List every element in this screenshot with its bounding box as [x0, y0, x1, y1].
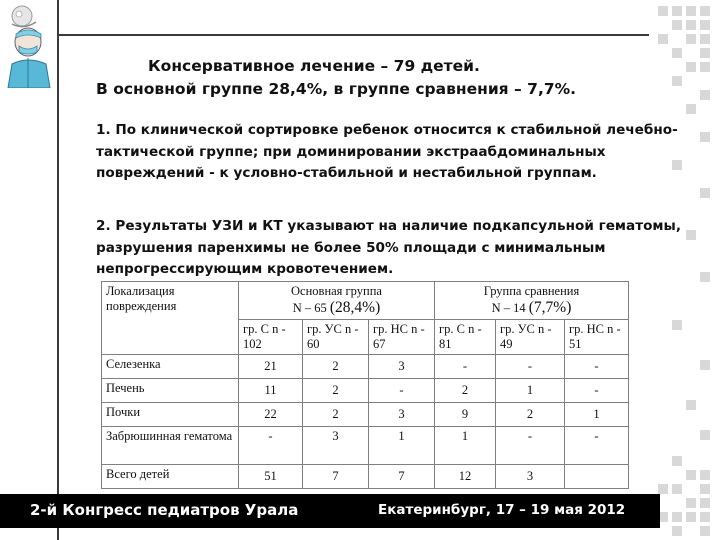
table-cell: 2 — [303, 379, 369, 403]
table-cell: 7 — [369, 465, 435, 489]
main-group-pct: (28,4%) — [329, 299, 381, 316]
table-cell: - — [565, 427, 629, 465]
vertical-rule — [57, 0, 59, 540]
horizontal-rule — [59, 34, 649, 36]
subgroup-cell: гр. УС n - 49 — [496, 320, 565, 355]
table-cell — [565, 465, 629, 489]
table-header-row — [102, 282, 629, 320]
table-cell: 7 — [303, 465, 369, 489]
subgroup-cell: гр. УС n - 60 — [303, 320, 369, 355]
subgroup-cell: гр. С n - 102 — [239, 320, 303, 355]
table-cell: 21 — [239, 355, 303, 379]
table-cell: 2 — [496, 403, 565, 427]
table-cell: 1 — [565, 403, 629, 427]
table-cell: 11 — [239, 379, 303, 403]
paragraph-1: 1. По клинической сортировке ребенок относится к стабильной лечебно-тактической группе; при доминировании экстраабдоминальных повреждений - к условно-стабильной и нестабильной группам. — [96, 122, 678, 181]
table-cell: 9 — [435, 403, 496, 427]
table-cell: 2 — [435, 379, 496, 403]
table-cell: 1 — [496, 379, 565, 403]
table-cell: 3 — [369, 403, 435, 427]
table-cell: - — [239, 427, 303, 465]
comparison-group-header — [435, 282, 629, 320]
main-group-label: Основная группа — [291, 284, 382, 298]
main-group-header — [239, 282, 435, 320]
injury-table — [101, 281, 629, 489]
slide-title — [96, 55, 656, 101]
row-label: Забрюшинная гематома — [102, 427, 239, 465]
row-label: Селезенка — [102, 355, 239, 379]
table-cell: - — [565, 379, 629, 403]
table-cell: 1 — [435, 427, 496, 465]
comparison-group-label: Группа сравнения — [483, 284, 580, 298]
row-label: Всего детей — [102, 465, 239, 489]
row-label: Почки — [102, 403, 239, 427]
subgroup-cell: гр. С n - 81 — [435, 320, 496, 355]
table-row — [102, 403, 629, 427]
footer-location-date: Екатеринбург, 17 – 19 мая 2012 — [378, 502, 626, 518]
table-row — [102, 427, 629, 465]
table-cell: - — [496, 427, 565, 465]
title-line-2: В основной группе 28,4%, в группе сравнения – 7,7%. — [96, 80, 577, 98]
subgroup-cell: гр. НС n - 51 — [565, 320, 629, 355]
table-cell: 12 — [435, 465, 496, 489]
comparison-group-n: N – 14 — [491, 301, 526, 315]
table-corner-cell: Локализация повреждения — [102, 282, 239, 355]
table-cell: 1 — [369, 427, 435, 465]
table-cell: 2 — [303, 403, 369, 427]
table-cell: 22 — [239, 403, 303, 427]
table-row — [102, 379, 629, 403]
table-row — [102, 465, 629, 489]
subgroup-cell: гр. НС n - 67 — [369, 320, 435, 355]
table-cell: 3 — [369, 355, 435, 379]
comparison-group-pct: (7,7%) — [528, 299, 572, 316]
table-cell: 51 — [239, 465, 303, 489]
row-label: Печень — [102, 379, 239, 403]
table-cell: - — [369, 379, 435, 403]
doctor-logo-icon — [2, 2, 56, 88]
table-cell: 3 — [496, 465, 565, 489]
table-row — [102, 355, 629, 379]
paragraph-2: 2. Результаты УЗИ и КТ указывают на наличие подкапсульной гематомы, разрушения паренхимы не более 50% площади с минимальным непрогрессирующим кровотечением. — [96, 218, 681, 277]
footer-bar — [0, 494, 660, 528]
table-cell: - — [565, 355, 629, 379]
footer-congress: 2-й Конгресс педиатров Урала — [30, 501, 299, 519]
table-cell: - — [496, 355, 565, 379]
main-group-n: N – 65 — [292, 301, 327, 315]
title-line-1: Консервативное лечение – 79 детей. — [148, 57, 480, 75]
table-cell: 3 — [303, 427, 369, 465]
table-cell: - — [435, 355, 496, 379]
table-cell: 2 — [303, 355, 369, 379]
